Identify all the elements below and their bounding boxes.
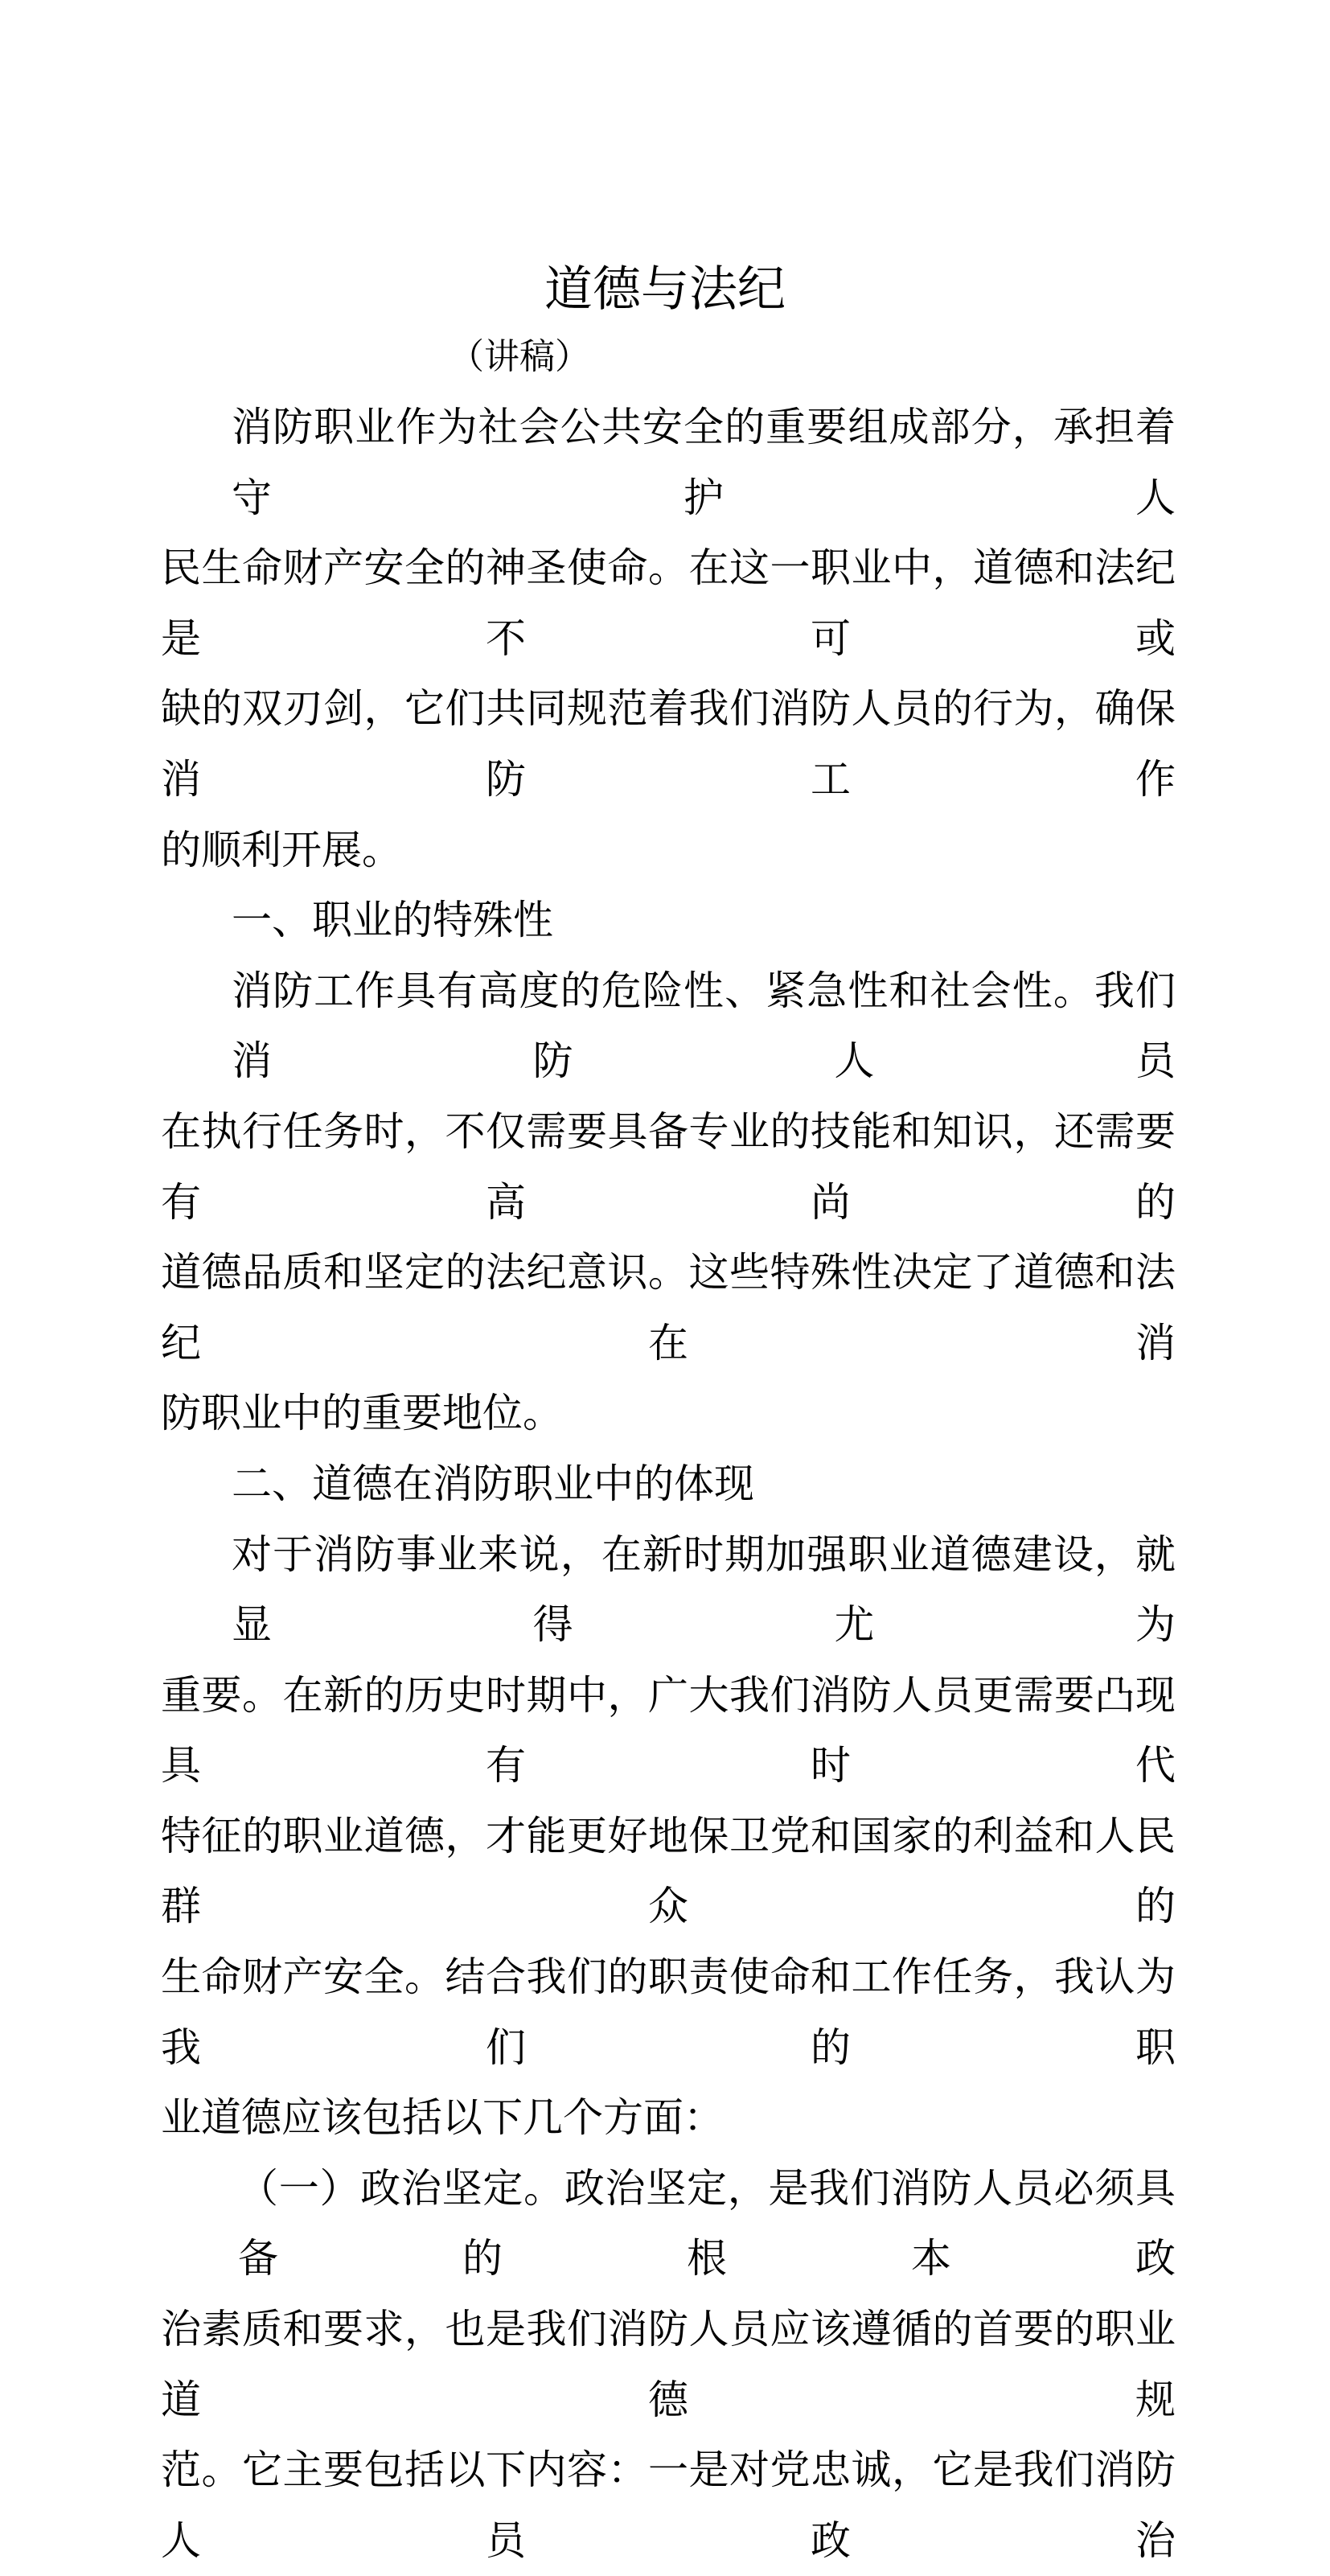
- paragraph-line: 对于消防事业来说，在新时期加强职业道德建设，就显得尤为: [232, 1530, 1176, 1649]
- paragraph-line: 在执行任务时，不仅需要具备专业的技能和知识，还需要有高尚的: [161, 1107, 1176, 1226]
- paragraph-line: 防职业中的重要地位。: [161, 1390, 563, 1437]
- paragraph-line: 特征的职业道德，才能更好地保卫党和国家的利益和人民群众的: [161, 1812, 1176, 1930]
- paragraph-line: 重要。在新的历史时期中，广大我们消防人员更需要凸现具有时代: [161, 1671, 1176, 1789]
- paragraph-line: 缺的双刃剑，它们共同规范着我们消防人员的行为，确保消防工作: [161, 685, 1176, 803]
- paragraph-line: 范。它主要包括以下内容：一是对党忠诚，它是我们消防人员政治: [161, 2447, 1176, 2564]
- paragraph-line: 消防工作具有高度的危险性、紧急性和社会性。我们消防人员: [232, 967, 1176, 1085]
- document-title: 道德与法纪: [544, 261, 786, 318]
- paragraph-line: 消防职业作为社会公共安全的重要组成部分，承担着守护人: [232, 404, 1176, 521]
- section-heading: 二、道德在消防职业中的体现: [232, 1460, 754, 1507]
- paragraph-line: 业道德应该包括以下几个方面：: [161, 2094, 724, 2142]
- paragraph-line: （一）政治坚定。政治坚定，是我们消防人员必须具备的根本政: [238, 2164, 1176, 2282]
- document-subtitle: （讲稿）: [449, 336, 590, 377]
- document-body: [161, 392, 1176, 2576]
- paragraph-line: 生命财产安全。结合我们的职责使命和工作任务，我认为我们的职: [161, 1954, 1176, 2071]
- section-heading: 一、职业的特殊性: [232, 897, 553, 944]
- paragraph-line: 的顺利开展。: [161, 826, 402, 873]
- paragraph-line: 道德品质和坚定的法纪意识。这些特殊性决定了道德和法纪在消: [161, 1249, 1176, 1366]
- paragraph-line: 治素质和要求，也是我们消防人员应该遵循的首要的职业道德规: [161, 2306, 1176, 2423]
- paragraph-line: 民生命财产安全的神圣使命。在这一职业中，道德和法纪是不可或: [161, 544, 1176, 662]
